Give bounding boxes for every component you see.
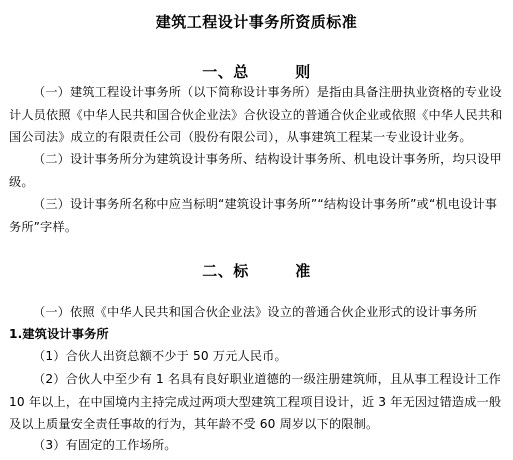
list-item-capital: （1）合伙人出资总额不少于 50 万元人民币。 bbox=[33, 349, 287, 363]
paragraph-partnership-intro: （一）依照《中华人民共和国合伙企业法》设立的普通合伙企业形式的设计事务所 bbox=[33, 305, 478, 319]
document-title: 建筑工程设计事务所资质标准 bbox=[155, 13, 358, 31]
section-heading-standards: 二、标 准 bbox=[202, 262, 311, 280]
subheading-architecture-firm: 1.建筑设计事务所 bbox=[9, 327, 109, 341]
section-heading-general: 一、总 则 bbox=[202, 63, 311, 81]
paragraph-definition: （一）建筑工程设计事务所（以下简称设计事务所）是指由具备注册执业资格的专业设计人员依照《中华人民共和国合伙企业法》合伙设立的普通合伙企业或依照《中华人民共和国公司法》成立的有限责任公司（股份有限公司），从事建筑工程某一专业设计业务。 bbox=[9, 85, 503, 144]
list-item-workplace: （3）有固定的工作场所。 bbox=[33, 438, 177, 452]
paragraph-categories: （二）设计事务所分为建筑设计事务所、结构设计事务所、机电设计事务所，均只设甲级。 bbox=[9, 152, 502, 189]
paragraph-naming: （三）设计事务所名称中应当标明“建筑设计事务所”“结构设计事务所”或“机电设计事务所”字样。 bbox=[9, 197, 498, 234]
list-item-partner-requirement: （2）合伙人中至少有 1 名具有良好职业道德的一级注册建筑师，且从事工程设计工作 10 年以上，在中国境内主持完成过两项大型建筑工程项目设计，近 3 年无因过错造成一般及以上质量安全责任事故的行为，其年龄不受 60 周岁以下的限制。 bbox=[9, 372, 502, 431]
